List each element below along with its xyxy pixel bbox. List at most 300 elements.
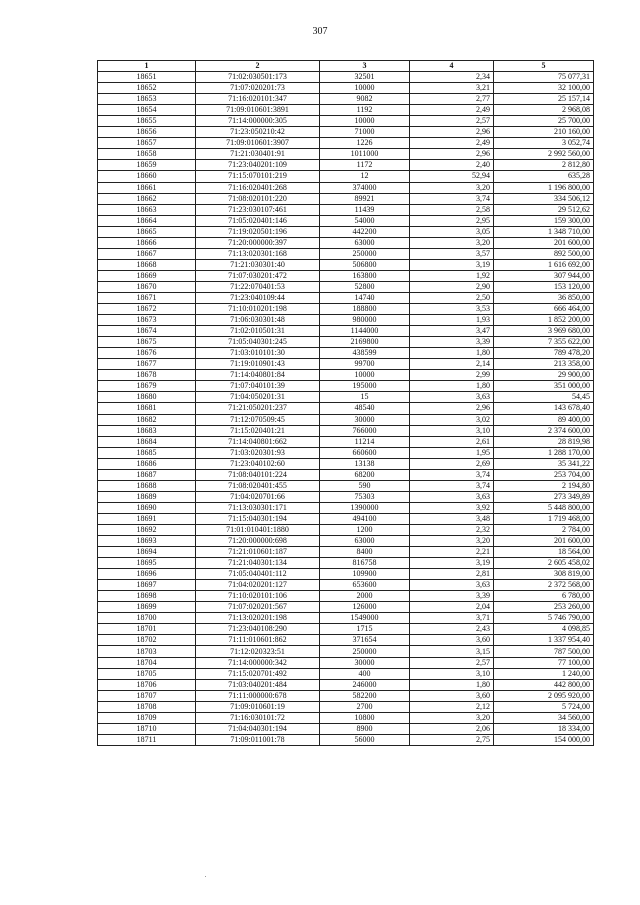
row-number-cell: 18687 [98, 469, 196, 480]
cadastral-number-cell: 71:04:040301:194 [196, 723, 320, 734]
row-number-cell: 18658 [98, 149, 196, 160]
area-cell: 11214 [320, 436, 410, 447]
table-row [98, 403, 594, 414]
row-number-cell: 18651 [98, 72, 196, 83]
area-cell: 188800 [320, 304, 410, 315]
cadastral-number-cell: 71:21:030401:91 [196, 149, 320, 160]
area-cell: 68200 [320, 469, 410, 480]
row-number-cell: 18690 [98, 502, 196, 513]
rate-cell: 2,43 [410, 624, 494, 635]
rate-cell: 2,14 [410, 359, 494, 370]
area-cell: 250000 [320, 248, 410, 259]
column-header-5: 5 [494, 61, 594, 72]
row-number-cell: 18676 [98, 348, 196, 359]
value-cell: 1 348 710,00 [494, 226, 594, 237]
cadastral-number-cell: 71:07:020201:73 [196, 83, 320, 94]
table-row [98, 536, 594, 547]
area-cell: 15 [320, 392, 410, 403]
cadastral-number-cell: 71:20:000000:397 [196, 237, 320, 248]
cadastral-number-cell: 71:15:020401:21 [196, 425, 320, 436]
value-cell: 2 095 920,00 [494, 690, 594, 701]
value-cell: 35 341,22 [494, 458, 594, 469]
cadastral-number-cell: 71:16:030101:72 [196, 712, 320, 723]
cadastral-number-cell: 71:12:020323:51 [196, 646, 320, 657]
row-number-cell: 18675 [98, 337, 196, 348]
value-cell: 32 100,00 [494, 83, 594, 94]
cadastral-number-cell: 71:10:010201:198 [196, 304, 320, 315]
cadastral-number-cell: 71:23:030107:461 [196, 204, 320, 215]
rate-cell: 2,49 [410, 138, 494, 149]
row-number-cell: 18663 [98, 204, 196, 215]
value-cell: 2 374 600,00 [494, 425, 594, 436]
area-cell: 494100 [320, 513, 410, 524]
row-number-cell: 18661 [98, 182, 196, 193]
rate-cell: 2,40 [410, 160, 494, 171]
rate-cell: 3,53 [410, 304, 494, 315]
value-cell: 2 372 568,00 [494, 580, 594, 591]
value-cell: 1 337 954,40 [494, 635, 594, 646]
table-row [98, 491, 594, 502]
rate-cell: 1,80 [410, 679, 494, 690]
area-cell: 54000 [320, 215, 410, 226]
row-number-cell: 18688 [98, 480, 196, 491]
table-row [98, 657, 594, 668]
cadastral-number-cell: 71:06:030301:48 [196, 315, 320, 326]
row-number-cell: 18670 [98, 281, 196, 292]
rate-cell: 3,63 [410, 580, 494, 591]
rate-cell: 3,20 [410, 182, 494, 193]
area-cell: 8400 [320, 547, 410, 558]
table-row [98, 116, 594, 127]
row-number-cell: 18693 [98, 536, 196, 547]
row-number-cell: 18682 [98, 414, 196, 425]
table-row [98, 392, 594, 403]
area-cell: 250000 [320, 646, 410, 657]
rate-cell: 1,95 [410, 447, 494, 458]
rate-cell: 3,60 [410, 635, 494, 646]
table-body [98, 72, 594, 746]
table-row [98, 359, 594, 370]
table-row [98, 259, 594, 270]
rate-cell: 2,96 [410, 149, 494, 160]
value-cell: 29 512,62 [494, 204, 594, 215]
row-number-cell: 18707 [98, 690, 196, 701]
cadastral-number-cell: 71:07:040101:39 [196, 381, 320, 392]
row-number-cell: 18672 [98, 304, 196, 315]
rate-cell: 2,12 [410, 701, 494, 712]
row-number-cell: 18686 [98, 458, 196, 469]
area-cell: 1200 [320, 524, 410, 535]
table-row [98, 414, 594, 425]
cadastral-number-cell: 71:01:010401:1880 [196, 524, 320, 535]
rate-cell: 1,93 [410, 315, 494, 326]
cadastral-number-cell: 71:23:040108:290 [196, 624, 320, 635]
cadastral-number-cell: 71:04:020201:127 [196, 580, 320, 591]
row-number-cell: 18683 [98, 425, 196, 436]
cadastral-number-cell: 71:08:020401:455 [196, 480, 320, 491]
value-cell: 1 288 170,00 [494, 447, 594, 458]
table-row [98, 326, 594, 337]
value-cell: 5 746 790,00 [494, 613, 594, 624]
row-number-cell: 18655 [98, 116, 196, 127]
area-cell: 56000 [320, 734, 410, 745]
table-row [98, 458, 594, 469]
table-row [98, 480, 594, 491]
table-row [98, 558, 594, 569]
cadastral-number-cell: 71:16:020401:268 [196, 182, 320, 193]
area-cell: 400 [320, 668, 410, 679]
row-number-cell: 18656 [98, 127, 196, 138]
row-number-cell: 18668 [98, 259, 196, 270]
table-row [98, 425, 594, 436]
value-cell: 2 605 458,02 [494, 558, 594, 569]
row-number-cell: 18665 [98, 226, 196, 237]
area-cell: 506800 [320, 259, 410, 270]
cadastral-number-cell: 71:12:070509:45 [196, 414, 320, 425]
cadastral-number-cell: 71:04:020701:66 [196, 491, 320, 502]
row-number-cell: 18705 [98, 668, 196, 679]
value-cell: 308 819,00 [494, 569, 594, 580]
table-row [98, 127, 594, 138]
value-cell: 4 098,85 [494, 624, 594, 635]
rate-cell: 2,57 [410, 657, 494, 668]
rate-cell: 2,61 [410, 436, 494, 447]
value-cell: 635,28 [494, 171, 594, 182]
area-cell: 75303 [320, 491, 410, 502]
table-row [98, 72, 594, 83]
cadastral-number-cell: 71:11:000000:678 [196, 690, 320, 701]
area-cell: 653600 [320, 580, 410, 591]
value-cell: 143 678,40 [494, 403, 594, 414]
cadastral-number-cell: 71:19:010901:43 [196, 359, 320, 370]
row-number-cell: 18708 [98, 701, 196, 712]
value-cell: 18 564,00 [494, 547, 594, 558]
value-cell: 34 560,00 [494, 712, 594, 723]
table-row [98, 182, 594, 193]
value-cell: 213 358,00 [494, 359, 594, 370]
area-cell: 438599 [320, 348, 410, 359]
area-cell: 1549000 [320, 613, 410, 624]
table-row [98, 160, 594, 171]
row-number-cell: 18692 [98, 524, 196, 535]
area-cell: 2000 [320, 591, 410, 602]
table-row [98, 701, 594, 712]
value-cell: 2 992 560,00 [494, 149, 594, 160]
table-row [98, 105, 594, 116]
value-cell: 5 448 800,00 [494, 502, 594, 513]
value-cell: 7 355 622,00 [494, 337, 594, 348]
value-cell: 1 616 692,00 [494, 259, 594, 270]
table-row [98, 602, 594, 613]
row-number-cell: 18666 [98, 237, 196, 248]
rate-cell: 3,74 [410, 469, 494, 480]
row-number-cell: 18674 [98, 326, 196, 337]
area-cell: 1172 [320, 160, 410, 171]
cadastral-number-cell: 71:23:040102:60 [196, 458, 320, 469]
table-row [98, 646, 594, 657]
value-cell: 36 850,00 [494, 292, 594, 303]
rate-cell: 3,19 [410, 558, 494, 569]
row-number-cell: 18662 [98, 193, 196, 204]
area-cell: 14740 [320, 292, 410, 303]
scan-speck [205, 876, 206, 877]
rate-cell: 3,71 [410, 613, 494, 624]
table-row [98, 138, 594, 149]
area-cell: 1226 [320, 138, 410, 149]
row-number-cell: 18706 [98, 679, 196, 690]
rate-cell: 2,95 [410, 215, 494, 226]
area-cell: 1011000 [320, 149, 410, 160]
table-row [98, 315, 594, 326]
area-cell: 660600 [320, 447, 410, 458]
rate-cell: 2,96 [410, 403, 494, 414]
table-row [98, 624, 594, 635]
value-cell: 1 240,00 [494, 668, 594, 679]
value-cell: 77 100,00 [494, 657, 594, 668]
cadastral-number-cell: 71:09:011001:78 [196, 734, 320, 745]
row-number-cell: 18694 [98, 547, 196, 558]
value-cell: 89 400,00 [494, 414, 594, 425]
cadastral-number-cell: 71:03:040201:484 [196, 679, 320, 690]
rate-cell: 2,96 [410, 127, 494, 138]
row-number-cell: 18689 [98, 491, 196, 502]
cadastral-number-cell: 71:05:020401:146 [196, 215, 320, 226]
rate-cell: 2,69 [410, 458, 494, 469]
row-number-cell: 18678 [98, 370, 196, 381]
row-number-cell: 18696 [98, 569, 196, 580]
row-number-cell: 18709 [98, 712, 196, 723]
table-header-row [98, 61, 594, 72]
area-cell: 1144000 [320, 326, 410, 337]
cadastral-number-cell: 71:07:020201:567 [196, 602, 320, 613]
area-cell: 980000 [320, 315, 410, 326]
value-cell: 1 852 200,00 [494, 315, 594, 326]
cadastral-number-cell: 71:07:030201:472 [196, 270, 320, 281]
value-cell: 29 900,00 [494, 370, 594, 381]
cadastral-number-cell: 71:05:040401:112 [196, 569, 320, 580]
rate-cell: 2,04 [410, 602, 494, 613]
area-cell: 63000 [320, 536, 410, 547]
value-cell: 2 812,80 [494, 160, 594, 171]
rate-cell: 3,10 [410, 668, 494, 679]
cadastral-number-cell: 71:20:000000:698 [196, 536, 320, 547]
rate-cell: 1,80 [410, 348, 494, 359]
table-row [98, 248, 594, 259]
value-cell: 3 052,74 [494, 138, 594, 149]
value-cell: 892 500,00 [494, 248, 594, 259]
value-cell: 201 600,00 [494, 237, 594, 248]
rate-cell: 2,32 [410, 524, 494, 535]
value-cell: 2 968,08 [494, 105, 594, 116]
row-number-cell: 18669 [98, 270, 196, 281]
value-cell: 1 196 800,00 [494, 182, 594, 193]
table-row [98, 569, 594, 580]
row-number-cell: 18660 [98, 171, 196, 182]
row-number-cell: 18667 [98, 248, 196, 259]
area-cell: 99700 [320, 359, 410, 370]
table-row [98, 348, 594, 359]
area-cell: 126000 [320, 602, 410, 613]
cadastral-number-cell: 71:05:040301:245 [196, 337, 320, 348]
value-cell: 159 300,00 [494, 215, 594, 226]
area-cell: 63000 [320, 237, 410, 248]
cadastral-number-cell: 71:23:050210:42 [196, 127, 320, 138]
area-cell: 32501 [320, 72, 410, 83]
area-cell: 195000 [320, 381, 410, 392]
rate-cell: 3,39 [410, 591, 494, 602]
cadastral-number-cell: 71:23:040109:44 [196, 292, 320, 303]
value-cell: 3 969 680,00 [494, 326, 594, 337]
area-cell: 109900 [320, 569, 410, 580]
table-row [98, 292, 594, 303]
value-cell: 25 700,00 [494, 116, 594, 127]
page-number: 307 [312, 26, 328, 37]
value-cell: 1 719 468,00 [494, 513, 594, 524]
value-cell: 2 784,00 [494, 524, 594, 535]
cadastral-number-cell: 71:19:020501:196 [196, 226, 320, 237]
area-cell: 766000 [320, 425, 410, 436]
rate-cell: 3,02 [410, 414, 494, 425]
table-row [98, 712, 594, 723]
rate-cell: 1,92 [410, 270, 494, 281]
row-number-cell: 18698 [98, 591, 196, 602]
table-row [98, 171, 594, 182]
area-cell: 11439 [320, 204, 410, 215]
row-number-cell: 18654 [98, 105, 196, 116]
table-row [98, 370, 594, 381]
rate-cell: 2,50 [410, 292, 494, 303]
cadastral-number-cell: 71:08:020101:220 [196, 193, 320, 204]
rate-cell: 3,39 [410, 337, 494, 348]
row-number-cell: 18710 [98, 723, 196, 734]
table-row [98, 668, 594, 679]
table-row [98, 281, 594, 292]
rate-cell: 3,21 [410, 83, 494, 94]
area-cell: 52800 [320, 281, 410, 292]
cadastral-number-cell: 71:15:070101:219 [196, 171, 320, 182]
rate-cell: 2,49 [410, 105, 494, 116]
table-row [98, 304, 594, 315]
rate-cell: 2,58 [410, 204, 494, 215]
rate-cell: 2,99 [410, 370, 494, 381]
area-cell: 89921 [320, 193, 410, 204]
cadastral-number-cell: 71:21:050201:237 [196, 403, 320, 414]
table-row [98, 502, 594, 513]
row-number-cell: 18673 [98, 315, 196, 326]
table-row [98, 635, 594, 646]
area-cell: 13138 [320, 458, 410, 469]
row-number-cell: 18659 [98, 160, 196, 171]
area-cell: 30000 [320, 414, 410, 425]
rate-cell: 2,06 [410, 723, 494, 734]
rate-cell: 3,47 [410, 326, 494, 337]
area-cell: 10000 [320, 370, 410, 381]
table-row [98, 580, 594, 591]
cadastral-number-cell: 71:21:010601:187 [196, 547, 320, 558]
table-row [98, 83, 594, 94]
rate-cell: 3,10 [410, 425, 494, 436]
cadastral-number-cell: 71:03:010101:30 [196, 348, 320, 359]
cadastral-number-cell: 71:03:020301:93 [196, 447, 320, 458]
table-row [98, 591, 594, 602]
column-header-2: 2 [196, 61, 320, 72]
table-row [98, 734, 594, 745]
area-cell: 30000 [320, 657, 410, 668]
rate-cell: 3,63 [410, 392, 494, 403]
row-number-cell: 18684 [98, 436, 196, 447]
cadastral-number-cell: 71:13:020301:168 [196, 248, 320, 259]
area-cell: 2700 [320, 701, 410, 712]
table-row [98, 723, 594, 734]
table-row [98, 94, 594, 105]
area-cell: 48540 [320, 403, 410, 414]
value-cell: 18 334,00 [494, 723, 594, 734]
rate-cell: 2,21 [410, 547, 494, 558]
cadastral-number-cell: 71:08:040101:224 [196, 469, 320, 480]
area-cell: 246000 [320, 679, 410, 690]
area-cell: 8900 [320, 723, 410, 734]
row-number-cell: 18671 [98, 292, 196, 303]
value-cell: 75 077,31 [494, 72, 594, 83]
rate-cell: 2,34 [410, 72, 494, 83]
area-cell: 1715 [320, 624, 410, 635]
table-row [98, 436, 594, 447]
row-number-cell: 18664 [98, 215, 196, 226]
table-row [98, 447, 594, 458]
row-number-cell: 18679 [98, 381, 196, 392]
area-cell: 371654 [320, 635, 410, 646]
table-row [98, 149, 594, 160]
row-number-cell: 18652 [98, 83, 196, 94]
table-row [98, 226, 594, 237]
value-cell: 154 000,00 [494, 734, 594, 745]
value-cell: 789 478,20 [494, 348, 594, 359]
table-row [98, 469, 594, 480]
area-cell: 163800 [320, 270, 410, 281]
cadastral-number-cell: 71:22:070401:53 [196, 281, 320, 292]
table-row [98, 613, 594, 624]
cadastral-number-cell: 71:09:010601:3907 [196, 138, 320, 149]
column-header-1: 1 [98, 61, 196, 72]
table-row [98, 270, 594, 281]
cadastral-number-cell: 71:21:030301:40 [196, 259, 320, 270]
row-number-cell: 18680 [98, 392, 196, 403]
value-cell: 787 500,00 [494, 646, 594, 657]
table-row [98, 690, 594, 701]
table-row [98, 337, 594, 348]
row-number-cell: 18681 [98, 403, 196, 414]
value-cell: 307 944,00 [494, 270, 594, 281]
area-cell: 12 [320, 171, 410, 182]
rate-cell: 2,77 [410, 94, 494, 105]
cadastral-number-cell: 71:09:010601:19 [196, 701, 320, 712]
area-cell: 9082 [320, 94, 410, 105]
area-cell: 10000 [320, 116, 410, 127]
row-number-cell: 18700 [98, 613, 196, 624]
value-cell: 28 819,98 [494, 436, 594, 447]
area-cell: 10800 [320, 712, 410, 723]
row-number-cell: 18701 [98, 624, 196, 635]
cadastral-number-cell: 71:11:010601:862 [196, 635, 320, 646]
table-row [98, 204, 594, 215]
area-cell: 816758 [320, 558, 410, 569]
rate-cell: 2,90 [410, 281, 494, 292]
value-cell: 25 157,14 [494, 94, 594, 105]
row-number-cell: 18677 [98, 359, 196, 370]
area-cell: 10000 [320, 83, 410, 94]
value-cell: 5 724,00 [494, 701, 594, 712]
table-row [98, 237, 594, 248]
